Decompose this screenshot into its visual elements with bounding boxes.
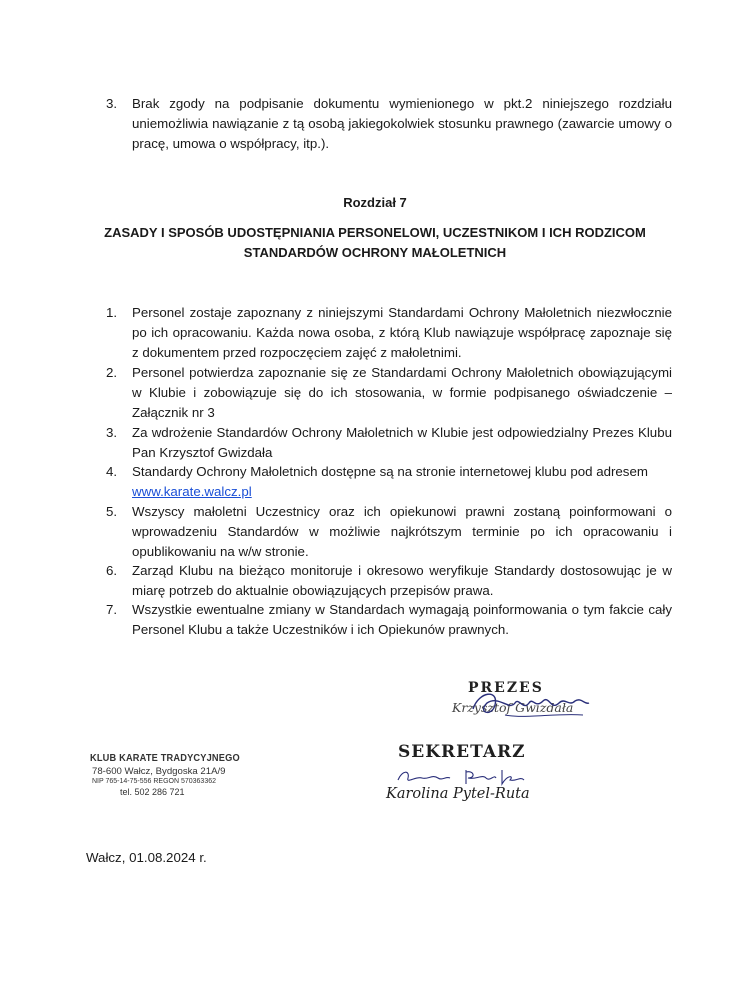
place-date: Wałcz, 01.08.2024 r. [86, 850, 207, 865]
list-item [106, 363, 672, 423]
list-number: 1. [106, 305, 118, 320]
stamp-phone: tel. 502 286 721 [120, 787, 185, 797]
list-item [106, 502, 672, 562]
secretary-title: SEKRETARZ [398, 742, 526, 762]
list-item [106, 423, 672, 463]
stamp-address: 78-600 Wałcz, Bydgoska 21A/9 [92, 766, 226, 777]
website-link[interactable]: www.karate.walcz.pl [132, 484, 252, 499]
list-number: 2. [106, 365, 118, 380]
list-item [106, 303, 672, 363]
president-name: Krzysztof Gwizdała [452, 700, 574, 715]
list-text: Personel potwierdza zapoznanie się ze Standardami Ochrony Małoletnich obowiązującymi w Klubie i zobowiązuje się do ich stosowania, w formie podpisanego oświadczenie – Załącznik nr 3 [132, 365, 672, 420]
list-text-body: Standardy Ochrony Małoletnich dostępne są na stronie internetowej klubu pod adresem [132, 464, 648, 479]
list-text: Za wdrożenie Standardów Ochrony Małoletnich w Klubie jest odpowiedzialny Prezes Klubu Pan Krzysztof Gwizdała [132, 425, 672, 460]
president-title: PREZES [468, 680, 544, 696]
secretary-signature-scribble [392, 762, 532, 792]
secretary-name: Karolina Pytel-Ruta [386, 786, 530, 802]
list-item [106, 600, 672, 640]
list-text: Zarząd Klubu na bieżąco monitoruje i okresowo weryfikuje Standardy dostosowując je w miarę potrzeb do aktualnie obowiązujących przepisów prawa. [132, 563, 672, 598]
chapter-title [95, 223, 655, 263]
list-text: Personel zostaje zapoznany z niniejszymi Standardami Ochrony Małoletnich niezwłocznie po ich opracowaniu. Każda nowa osoba, z którą Klub nawiązuje współpracę zapoznaje się z dokumentem przed rozpoczęciem zajęć z małoletnimi. [132, 305, 672, 360]
list-text: Brak zgody na podpisanie dokumentu wymienionego w pkt.2 niniejszego rozdziału uniemożliwia nawiązanie z tą osobą jakiegokolwiek stosunku prawnego (zawarcie umowy o pracę, umowa o współpracy, itp.). [132, 96, 672, 151]
list-number: 6. [106, 563, 118, 578]
stamp-club-name: KLUB KARATE TRADYCYJNEGO [90, 752, 240, 764]
president-signature-scribble [465, 685, 595, 725]
chapter-title-line-2: STANDARDÓW OCHRONY MAŁOLETNICH [243, 245, 507, 260]
list-item [106, 561, 672, 601]
club-stamp [90, 752, 290, 798]
list-number: 7. [106, 602, 118, 617]
list-item [106, 462, 672, 502]
list-text: Wszystkie ewentualne zmiany w Standardach wymagają poinformowania o tym fakcie cały Personel Klubu a także Uczestników i ich Opiekunów prawnych. [132, 602, 672, 637]
chapter-title-line-1: ZASADY I SPOSÓB UDOSTĘPNIANIA PERSONELOWI, UCZESTNIKOM I ICH RODZICOM [104, 225, 646, 240]
list-number: 3. [106, 425, 118, 440]
list-number: 4. [106, 464, 118, 479]
list-text [132, 462, 672, 502]
intro-list-item [106, 94, 672, 154]
list-text: Wszyscy małoletni Uczestnicy oraz ich opiekunowi prawni zostaną poinformowani o wprowadzeniu Standardów w możliwie najkrótszym terminie po ich opracowaniu i opublikowaniu na w/w stronie. [132, 504, 672, 559]
list-number: 3. [106, 96, 118, 111]
chapter-heading: Rozdział 7 [343, 195, 407, 210]
list-number: 5. [106, 504, 118, 519]
stamp-ids: NIP 765-14-75-556 REGON 570363362 [92, 778, 217, 785]
